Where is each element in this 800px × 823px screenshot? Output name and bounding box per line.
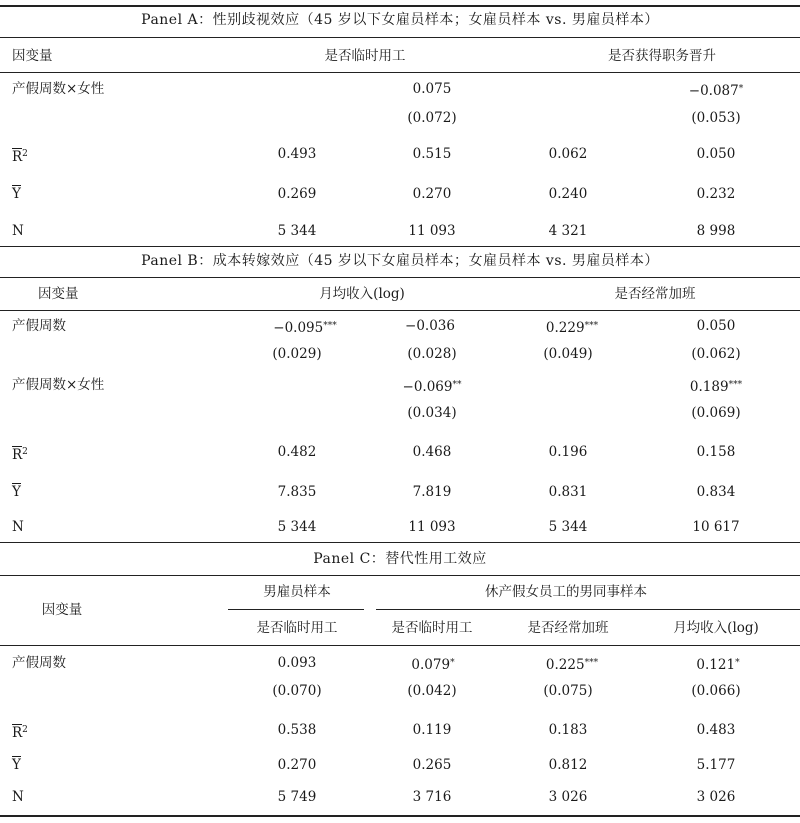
panel-c-weeks-c1-se: (0.070)	[272, 683, 322, 699]
panel-c-n-c1: 5 749	[277, 789, 317, 805]
panel-a-r2-c4: 0.050	[696, 146, 736, 162]
panel-b-weeks-c3-se: (0.049)	[543, 346, 593, 362]
panel-b-weeks-c1-se: (0.029)	[272, 346, 322, 362]
panel-b-interaction-label: 产假周数×女性	[12, 377, 105, 393]
panel-b-n-c4: 10 617	[692, 519, 740, 535]
panel-b-header-rule	[0, 310, 800, 311]
panel-b-ybar-c1: 7.835	[277, 484, 317, 500]
panel-a-n-label: N	[12, 223, 24, 239]
panel-c-weeks-c2-se: (0.042)	[407, 683, 457, 699]
panel-a-interaction-c2-se: (0.072)	[407, 110, 457, 126]
panel-b-weeks-c3: 0.229***	[545, 320, 599, 336]
panel-c-weeks-c3: 0.225***	[545, 657, 599, 673]
panel-c-ybar-c4: 5.177	[696, 757, 736, 773]
panel-a-ybar-c2: 0.270	[412, 186, 452, 202]
panel-b-weeks-label: 产假周数	[12, 318, 66, 334]
panel-c-sub2-header: 是否临时用工	[391, 620, 473, 636]
panel-a-header-rule	[0, 72, 800, 73]
panel-c-ybar-c2: 0.265	[412, 757, 452, 773]
panel-c-sub1-header: 是否临时用工	[256, 620, 338, 636]
panel-a-title-rule	[0, 37, 800, 38]
panel-c-title-rule	[0, 575, 800, 576]
panel-b-ybar-c4: 0.834	[696, 484, 736, 500]
panel-b-weeks-c1: −0.095***	[273, 320, 337, 336]
panel-b-ybar-c3: 0.831	[548, 484, 588, 500]
panel-a-interaction-c4-se: (0.053)	[691, 110, 741, 126]
panel-b-interaction-c4-se: (0.069)	[691, 405, 741, 421]
panel-b-weeks-c4-se: (0.062)	[691, 346, 741, 362]
panel-b-group1-header: 月均收入(log)	[319, 286, 405, 302]
panel-b-n-c2: 11 093	[408, 519, 456, 535]
panel-c-group2-header: 休产假女员工的男同事样本	[485, 584, 647, 600]
panel-b-ybar-c2: 7.819	[412, 484, 452, 500]
panel-c-group1-rule	[228, 609, 364, 610]
panel-c-header-rule	[0, 645, 800, 646]
panel-b-r2-label: $R^2$	[12, 447, 28, 463]
panel-a-r2-c2: 0.515	[412, 146, 452, 162]
panel-b-interaction-c2: −0.069**	[402, 379, 462, 395]
panel-a-title: Panel A：性别歧视效应（45 岁以下女雇员样本；女雇员样本 vs. 男雇员样本）	[141, 12, 659, 28]
panel-c-weeks-c2: 0.079*	[411, 657, 455, 673]
panel-b-r2-c1: 0.482	[277, 444, 317, 460]
panel-c-ybar-label: Y	[12, 757, 21, 773]
panel-a-r2-c1: 0.493	[277, 146, 317, 162]
panel-c-n-c3: 3 026	[548, 789, 588, 805]
panel-b-group2-header: 是否经常加班	[614, 286, 696, 302]
panel-b-weeks-c4: 0.050	[696, 318, 736, 334]
panel-b-r2-c4: 0.158	[696, 444, 736, 460]
panel-a-r2-c3: 0.062	[548, 146, 588, 162]
panel-c-sub3-header: 是否经常加班	[527, 620, 609, 636]
panel-a-depvar-header: 因变量	[12, 48, 53, 64]
panel-c-n-c2: 3 716	[412, 789, 452, 805]
panel-c-r2-label: $R^2$	[12, 725, 28, 741]
panel-c-r2-c1: 0.538	[277, 722, 317, 738]
panel-b-title: Panel B：成本转嫁效应（45 岁以下女雇员样本；女雇员样本 vs. 男雇员样本）	[141, 253, 659, 269]
panel-c-ybar-c1: 0.270	[277, 757, 317, 773]
panel-c-weeks-c1: 0.093	[277, 655, 317, 671]
panel-a-ybar-c4: 0.232	[696, 186, 736, 202]
panel-a-interaction-c2: 0.075	[412, 81, 452, 97]
panel-a-group2-header: 是否获得职务晋升	[608, 48, 716, 64]
panel-c-ybar-c3: 0.812	[548, 757, 588, 773]
bottom-rule	[0, 815, 800, 817]
panel-b-ybar-label: Y	[12, 484, 21, 500]
panel-a-interaction-label: 产假周数×女性	[12, 81, 105, 97]
panel-a-group1-header: 是否临时用工	[324, 48, 406, 64]
panel-c-weeks-label: 产假周数	[12, 655, 66, 671]
panel-b-n-c3: 5 344	[548, 519, 588, 535]
panel-b-weeks-c2-se: (0.028)	[407, 346, 457, 362]
panel-b-weeks-c2: −0.036	[405, 318, 455, 334]
panel-c-n-label: N	[12, 789, 24, 805]
panel-b-top-rule	[0, 246, 800, 247]
panel-a-n-c2: 11 093	[408, 223, 456, 239]
panel-c-r2-c4: 0.483	[696, 722, 736, 738]
panel-b-interaction-c2-se: (0.034)	[407, 405, 457, 421]
panel-b-r2-c3: 0.196	[548, 444, 588, 460]
panel-c-weeks-c3-se: (0.075)	[543, 683, 593, 699]
panel-c-weeks-c4-se: (0.066)	[691, 683, 741, 699]
panel-c-title: Panel C：替代性用工效应	[313, 551, 487, 567]
panel-c-sub4-header: 月均收入(log)	[673, 620, 759, 636]
panel-a-n-c1: 5 344	[277, 223, 317, 239]
panel-b-interaction-c4: 0.189***	[689, 379, 743, 395]
panel-a-interaction-c4: −0.087*	[688, 83, 744, 99]
panel-b-n-c1: 5 344	[277, 519, 317, 535]
panel-a-n-c4: 8 998	[696, 223, 736, 239]
panel-a-r2-label: $R^2$	[12, 149, 28, 165]
panel-b-n-label: N	[12, 519, 24, 535]
panel-c-group2-rule	[376, 609, 800, 610]
panel-a-n-c3: 4 321	[548, 223, 588, 239]
panel-c-r2-c2: 0.119	[412, 722, 452, 738]
panel-a-ybar-c3: 0.240	[548, 186, 588, 202]
panel-c-weeks-c4: 0.121*	[696, 657, 740, 673]
panel-a-ybar-label: Y	[12, 186, 21, 202]
panel-c-group1-header: 男雇员样本	[263, 584, 331, 600]
panel-b-depvar-header: 因变量	[38, 286, 79, 302]
panel-c-top-rule	[0, 542, 800, 543]
panel-a-ybar-c1: 0.269	[277, 186, 317, 202]
panel-c-n-c4: 3 026	[696, 789, 736, 805]
panel-b-title-rule	[0, 277, 800, 278]
panel-b-r2-c2: 0.468	[412, 444, 452, 460]
panel-c-r2-c3: 0.183	[548, 722, 588, 738]
panel-c-depvar-header: 因变量	[41, 602, 83, 618]
top-rule	[0, 5, 800, 7]
